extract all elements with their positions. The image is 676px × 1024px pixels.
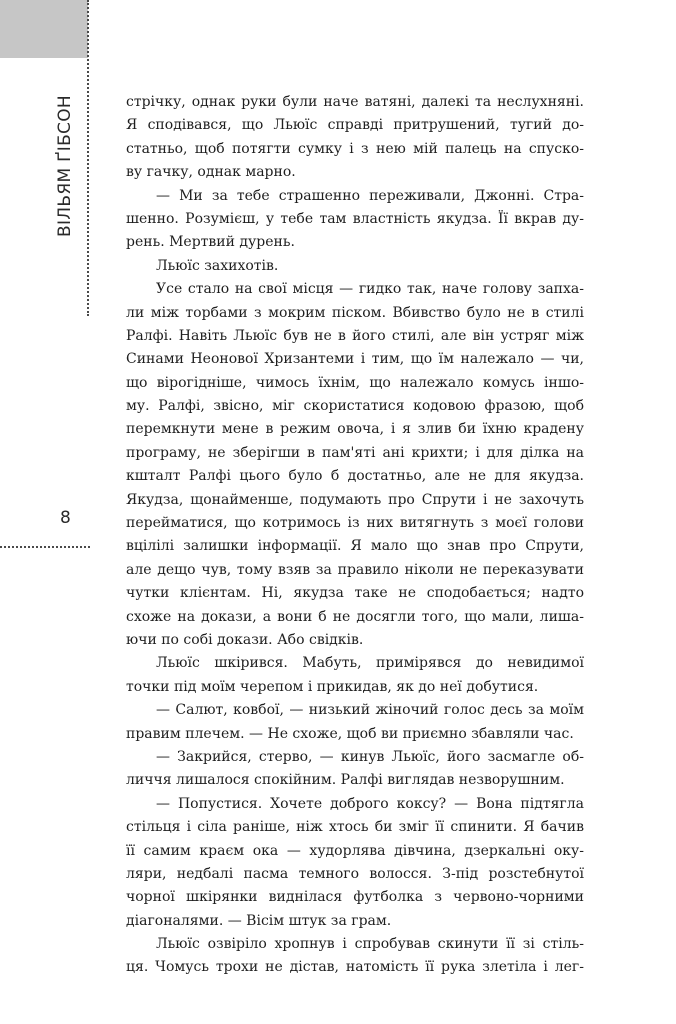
text-line: діагоналями. — Вісім штук за грам. (126, 912, 392, 929)
horizontal-dotted-rule (0, 546, 90, 548)
text-line: Синами Неонової Хризантеми і тим, що їм належало — чи, (126, 351, 584, 368)
text-line: точки під моїм черепом і прикидав, як до неї добутися. (126, 678, 539, 695)
text-line: стрічку, однак руки були наче ватяні, далекі та неслухняні. (126, 94, 584, 110)
text-line: — Попустися. Хочете доброго коксу? — Вона підтягла (156, 795, 584, 812)
text-line: стільця і сіла раніше, ніж хтось би зміг її спинити. Я бачив (126, 819, 584, 836)
text-line: ляри, недбалі пасма темного волосся. З-під розстебнутої (126, 865, 584, 882)
corner-gray-block (0, 0, 88, 58)
text-line: чутки клієнтам. Ні, якудза таке не сподобається; надто (126, 585, 584, 602)
text-line: — Закрийся, стерво, — кинув Льюїс, його засмагле об- (156, 748, 584, 765)
text-line: шенно. Розумієш, у тебе там властність якудза. Її вкрав ду- (126, 210, 584, 227)
text-line: Усе стало на свої місця — гидко так, наче голову запха- (156, 281, 584, 298)
text-line: перейматися, що котримось із них витягнуть з моєї голови (126, 515, 584, 532)
text-line: вцілілі залишки інформації. Я мало що знав про Спрути, (126, 538, 584, 555)
text-line: Я сподівався, що Льюїс справді притрушений, тугий до- (126, 117, 584, 134)
text-line: Якудза, щонайменше, подумають про Спрути і не захочуть (126, 491, 584, 508)
text-line: личчя лишалося спокійним. Ралфі виглядав незворушним. (126, 772, 565, 789)
text-line: програму, не зберігши в пам'яті ані крихти; і для ділка на (126, 444, 584, 461)
text-line: рень. Мертвий дурень. (126, 234, 295, 251)
text-line: схоже на докази, а вони б не досягли того, що мали, лиша- (126, 608, 584, 625)
author-name: ВІЛЬЯМ ҐІБСОН (55, 95, 75, 237)
text-line: статньо, щоб потягти сумку і з нею мій палець на спуско- (126, 140, 584, 157)
text-line: му. Ралфі, звісно, міг скористатися кодовою фразою, щоб (126, 398, 584, 415)
text-line: але дещо чув, тому взяв за правило ніколи не переказувати (126, 561, 584, 578)
text-line: ли між торбами з мокрим піском. Вбивство було не в стилі (126, 304, 584, 321)
text-line: перемкнути мене в режим овоча, і я злив би їхню крадену (126, 421, 584, 438)
text-line: Ралфі. Навіть Льюїс був не в його стилі, але він устряг між (126, 327, 584, 344)
body-text (126, 91, 584, 980)
text-line: — Ми за тебе страшенно переживали, Джонні. Стра- (156, 187, 584, 204)
text-line: ця. Чомусь трохи не дістав, натомість її рука злетіла і лег- (126, 959, 584, 976)
running-head (50, 95, 80, 237)
text-line: ючи по собі докази. Або свідків. (126, 631, 364, 648)
text-line: її самим краєм ока — худорлява дівчина, дзеркальні оку- (126, 842, 584, 859)
text-line: ву гачку, однак марно. (126, 164, 296, 181)
text-line: — Салют, ковбої, — низький жіночий голос десь за моїм (156, 702, 584, 719)
text-line: Льюїс озвіріло хропнув і спробував скинути її зі стіль- (156, 936, 584, 953)
text-line: правим плечем. — Не схоже, щоб ви приємно збавляли час. (126, 725, 574, 742)
text-line: що вірогідніше, чимось їхнім, що належало комусь іншо- (126, 374, 584, 391)
text-line: Льюїс шкірився. Мабуть, примірявся до невидимої (156, 655, 584, 672)
text-line: Льюїс захихотів. (156, 257, 279, 274)
text-line: чорної шкірянки виднілася футболка з червоно-чорними (126, 889, 584, 906)
page-number: 8 (60, 508, 71, 528)
vertical-dotted-rule (87, 0, 89, 316)
text-line: кшталт Ралфі цього було б достатньо, але не для якудза. (126, 468, 584, 485)
